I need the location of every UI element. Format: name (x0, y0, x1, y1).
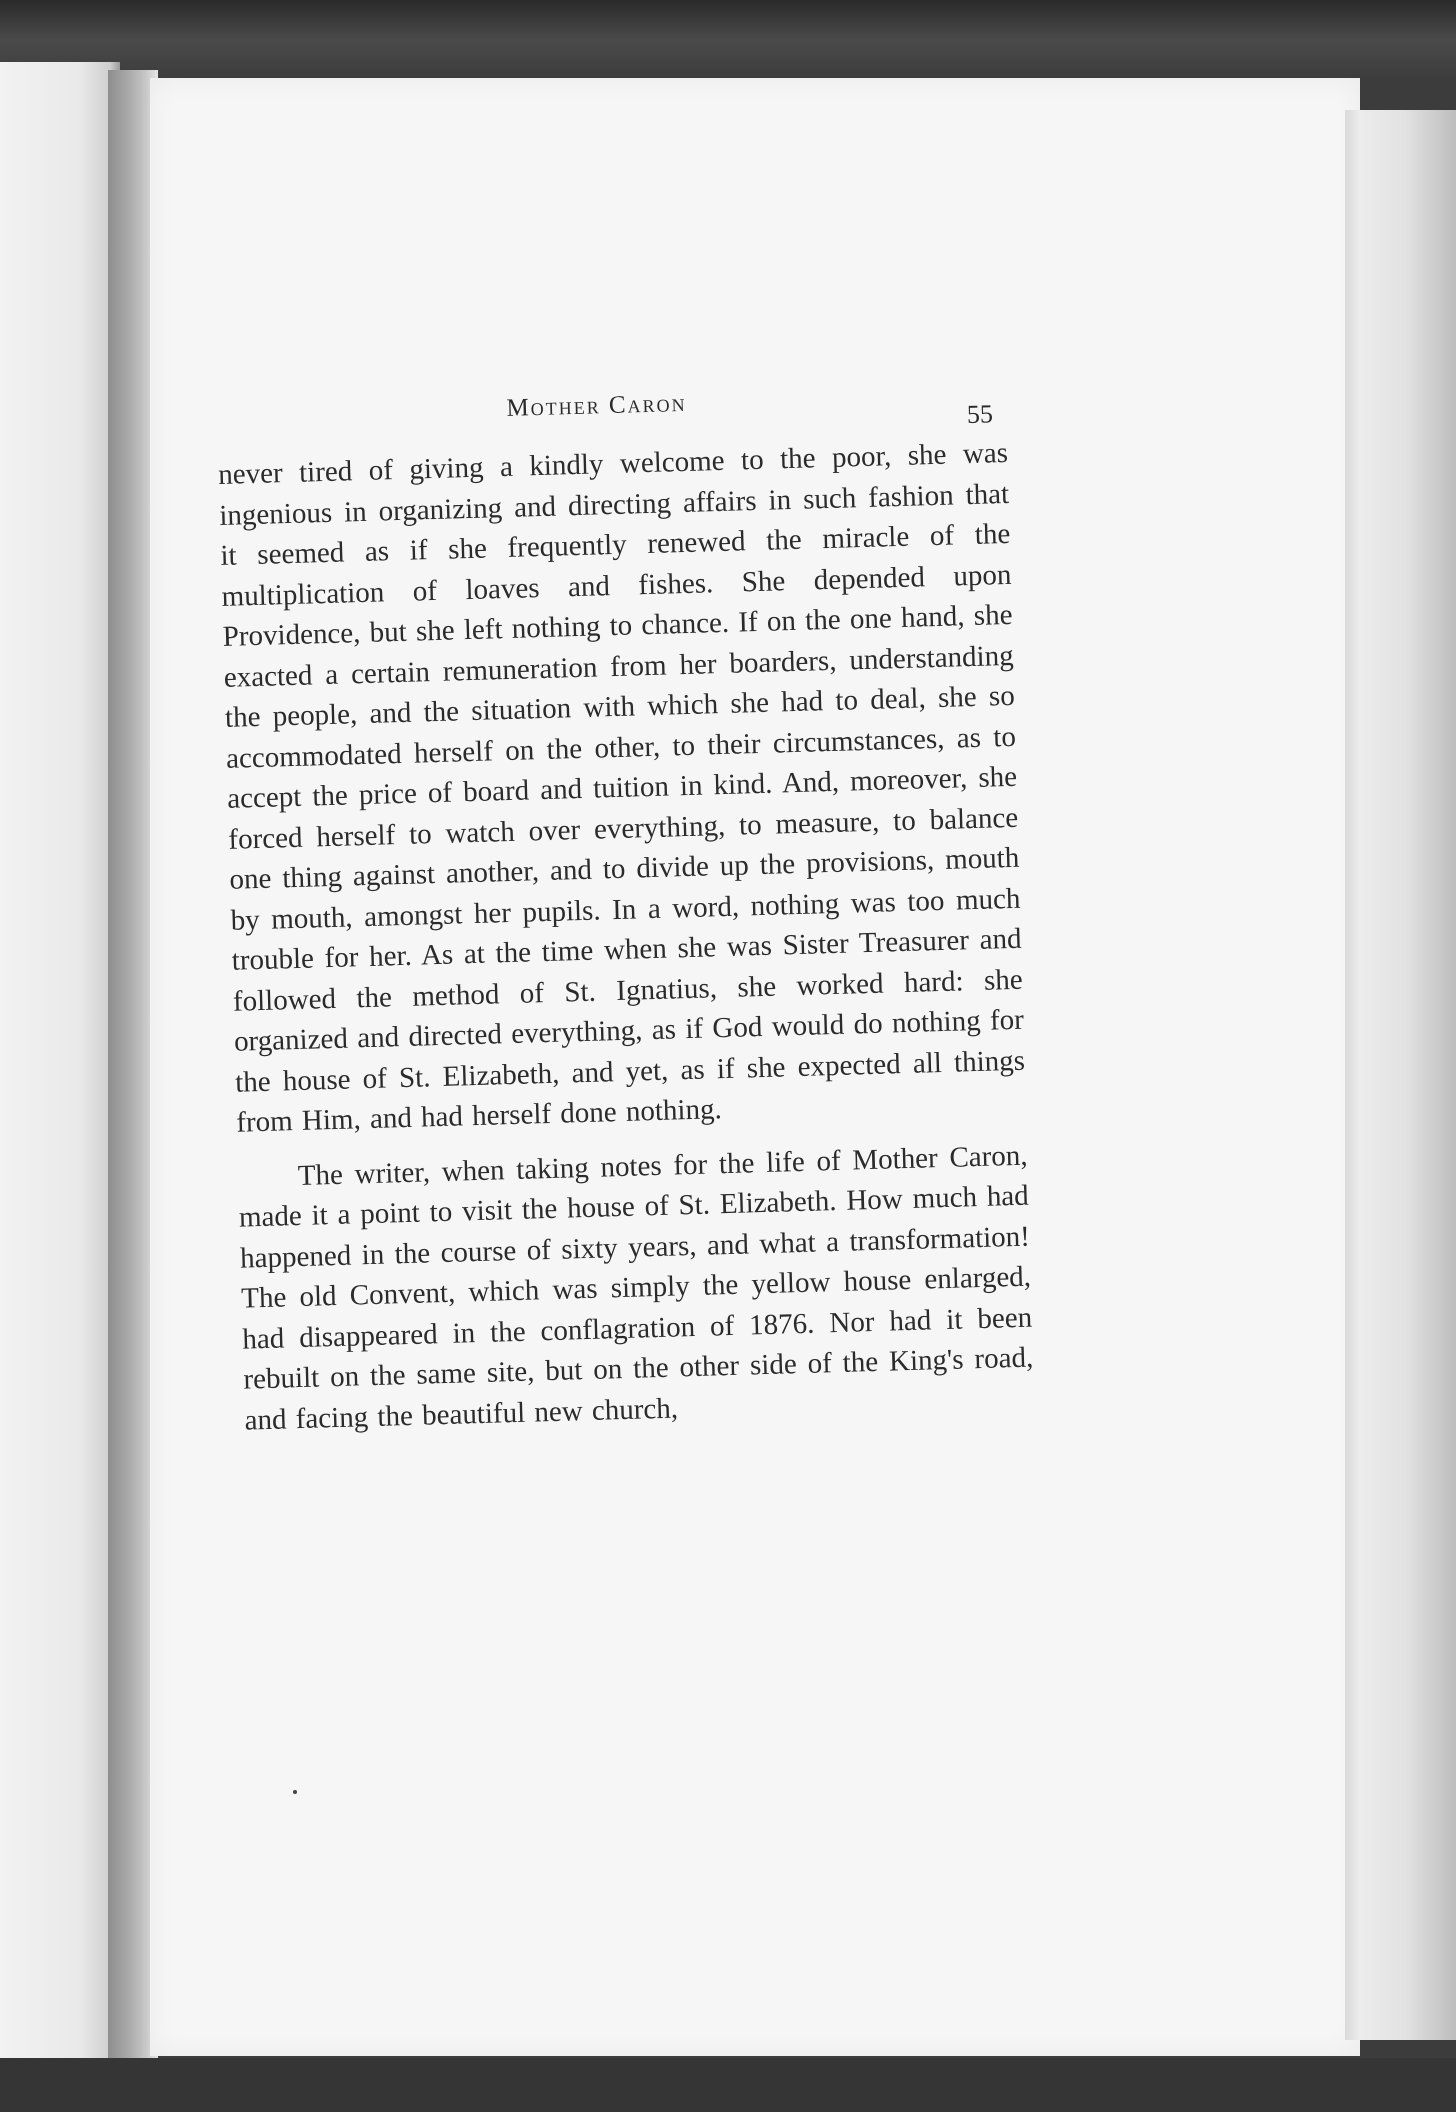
paragraph-2: The writer, when taking notes for the life of Mother Caron, made it a point to visit the house of St. Elizabeth. How much had happened in the course of sixty years, and what a transformation! The old Convent, which was simply the yellow house enlarged, had disappeared in the conflagration of 1876. Nor had it been rebuilt on the same site, but on the other side of the King's road, and facing the beautiful new church, (238, 1139, 1034, 1437)
page-text-block (216, 373, 1035, 1441)
facing-page-edge (0, 62, 120, 2072)
scan-background (0, 2058, 1456, 2112)
paragraph-1: never tired of giving a kindly welcome to the poor, she was ingenious in organizing and directing affairs in such fashion that it seemed as if she frequently renewed the miracle of the multiplication of loaves and fishes. She depended upon Providence, but she left nothing to chance. If on the one hand, she exacted a certain remuneration from her boarders, understanding the people, and the situation with which she had to deal, she so accommodated herself on the other, to their circumstances, as to accept the price of board and tuition in kind. And, moreover, she forced herself to watch over everything, to measure, to balance one thing against another, and to divide up the provisions, mouth by mouth, amongst her pupils. In a word, nothing was too much trouble for her. As at the time when she was Sister Treasurer and followed the method of St. Ignatius, she worked hard: she organized and directed everything, as if God would do nothing for the house of St. Elizabeth, and yet, as if she expected all things from Him, and had herself done nothing. (217, 436, 1026, 1139)
dust-speck (293, 1790, 297, 1794)
page-stack-edge (1345, 110, 1456, 2040)
running-title: Mother Caron (506, 389, 687, 422)
page-number: 55 (966, 399, 994, 430)
